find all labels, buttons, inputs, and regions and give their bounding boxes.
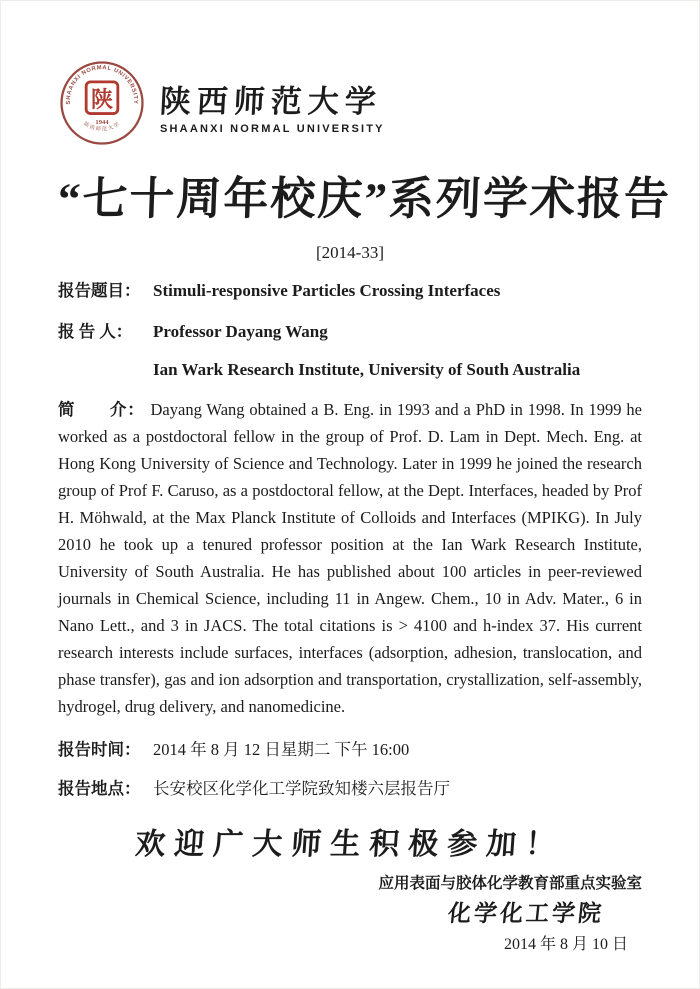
intro-paragraph bbox=[58, 396, 642, 720]
time-label: 报告时间： bbox=[58, 739, 141, 759]
svg-text:1944: 1944 bbox=[95, 119, 109, 127]
university-names bbox=[160, 76, 385, 135]
venue-row bbox=[58, 776, 642, 802]
venue-label: 报告地点： bbox=[58, 778, 141, 798]
speaker-value: Professor Dayang Wang bbox=[153, 322, 328, 341]
report-title-label: 报告题目： bbox=[58, 281, 141, 300]
footer-date: 2014 年 8 月 10 日 bbox=[503, 935, 628, 953]
report-title-value: Stimuli-responsive Particles Crossing Interfaces bbox=[153, 281, 501, 300]
university-seal-icon bbox=[58, 59, 146, 152]
speaker-affiliation: Ian Wark Research Institute, University of South Australia bbox=[153, 360, 581, 379]
speaker-row bbox=[58, 319, 642, 345]
meta-section bbox=[58, 737, 642, 802]
intro-label: 简 介： bbox=[58, 400, 145, 419]
svg-text:陕: 陕 bbox=[90, 86, 114, 112]
lecture-series-title: “七十周年校庆”系列学术报告 bbox=[56, 174, 672, 224]
university-name-cn: 陕西师范大学 bbox=[158, 84, 383, 119]
speaker-label: 报 告 人： bbox=[58, 322, 133, 341]
university-logo-row bbox=[58, 59, 642, 152]
report-title-row bbox=[58, 278, 642, 304]
welcome-message: 欢迎广大师生积极参加！ bbox=[134, 827, 566, 861]
svg-text:SHAANXI NORMAL UNIVERSITY: SHAANXI NORMAL UNIVERSITY bbox=[65, 64, 139, 105]
time-value: 2014 年 8 月 12 日星期二 下午 16:00 bbox=[153, 739, 410, 759]
university-name-en: SHAANXI NORMAL UNIVERSITY bbox=[160, 123, 385, 135]
footer-college-name: 化学化工学院 bbox=[446, 900, 606, 926]
time-row bbox=[58, 737, 642, 763]
intro-text: Dayang Wang obtained a B. Eng. in 1993 and a PhD in 1998. In 1999 he worked as a postdoctoral fellow in the group of Prof. D. Lam in Dept. Mech. Eng. at Hong Kong University of Science and Technology. Later in 1999 he joined the research group of Prof F. Caruso, as a postdoctoral fellow, at the Dept. Interfaces, headed by Prof H. Möhwald, at the Max Planck Institute of Colloids and Interfaces (MPIKG). In July 2010 he took up a tenured professor position at the Ian Wark Research Institute, University of South Australia. He has published about 100 articles in peer-reviewed journals in Chemical Science, including 11 in Angew. Chem., 10 in Adv. Mater., 6 in Nano Lett., and 3 in JACS. The total citations is > 4100 and h-index 37. His current research interests include surfaces, interfaces (adsorption, adhesion, translocation, and phase transfer), gas and ion adsorption and transportation, crystallization, self-assembly, hydrogel, drug delivery, and nanomedicine. bbox=[58, 400, 643, 716]
issue-number: [2014-33] bbox=[316, 243, 384, 262]
signature-block bbox=[58, 871, 642, 958]
footer-lab-name: 应用表面与胶体化学教育部重点实验室 bbox=[378, 874, 642, 892]
svg-text:陕西师范大学: 陕西师范大学 bbox=[82, 121, 122, 133]
venue-value: 长安校区化学化工学院致知楼六层报告厅 bbox=[153, 778, 450, 798]
